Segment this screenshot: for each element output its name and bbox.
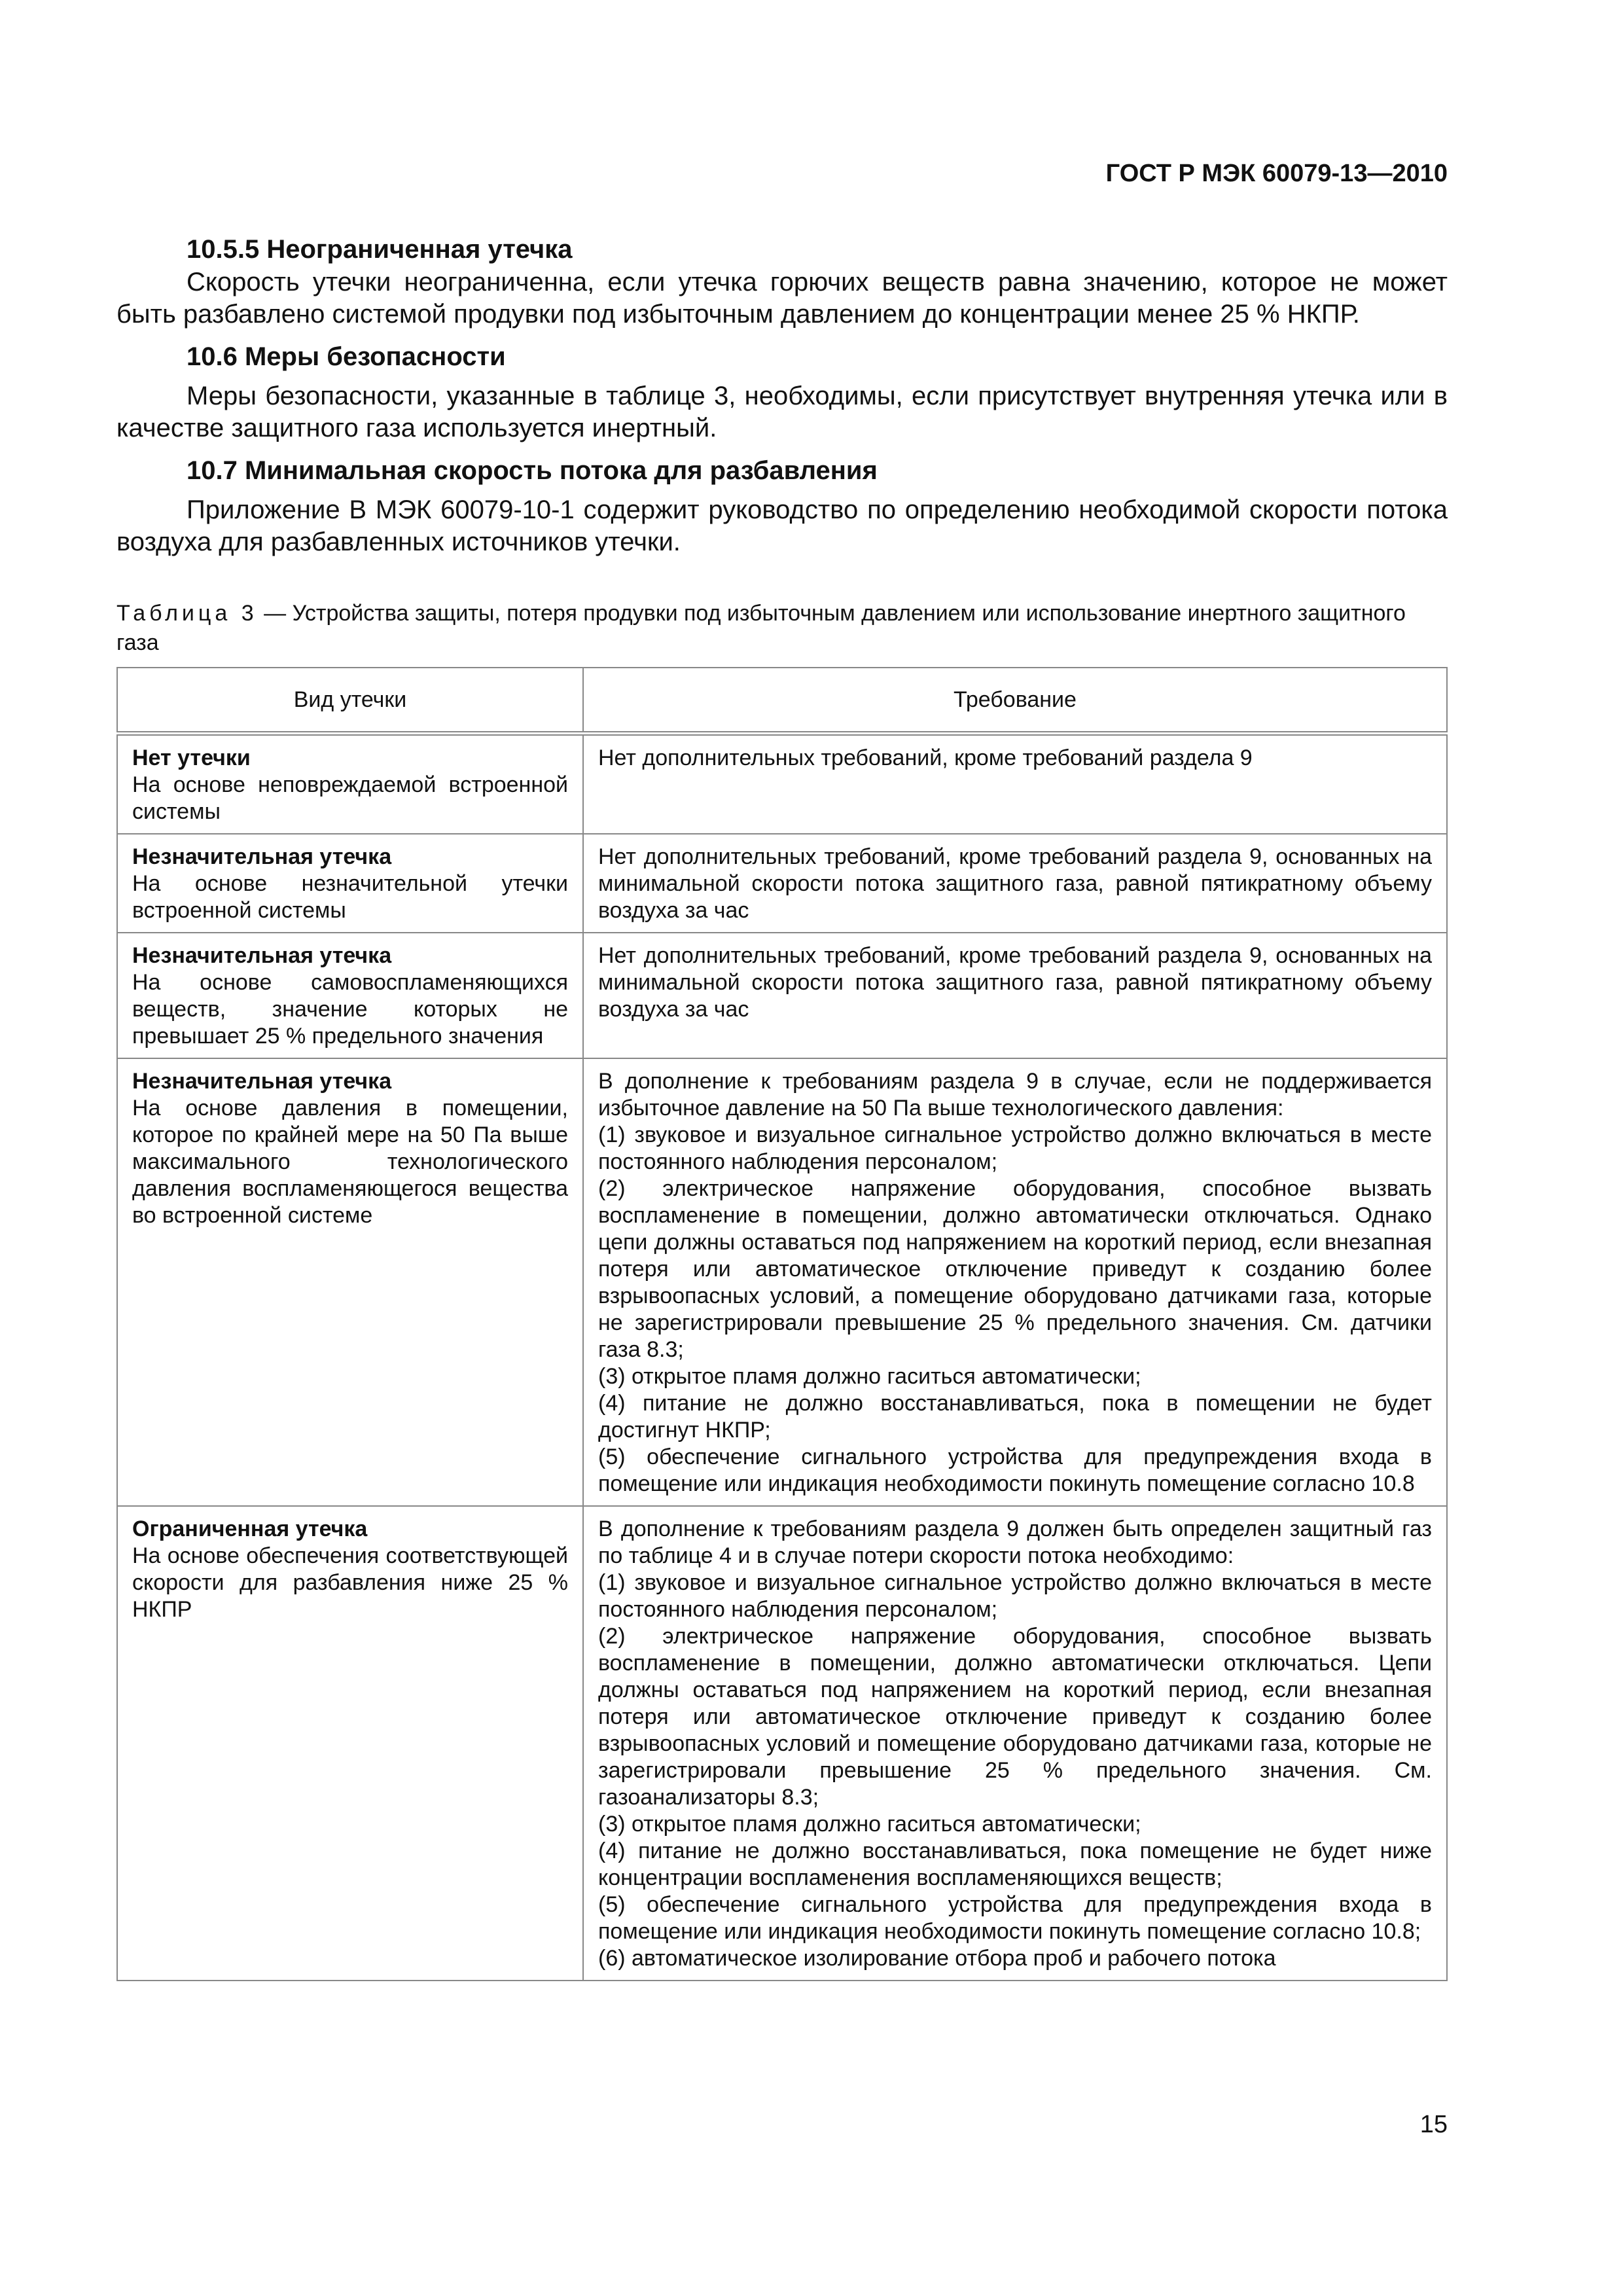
table-caption-label: Таблица 3 bbox=[116, 601, 258, 626]
column-header-leak-type: Вид утечки bbox=[117, 668, 583, 734]
requirement-line: (3) открытое пламя должно гаситься автоматически; bbox=[598, 1364, 1141, 1389]
requirement-line: (6) автоматическое изолирование отбора проб и рабочего потока bbox=[598, 1946, 1276, 1971]
section-text-10-7: Приложение В МЭК 60079-10-1 содержит руководство по определению необходимой скорости потока воздуха для разбавленных источников утечки. bbox=[116, 495, 1448, 556]
leak-type-cell bbox=[117, 1058, 583, 1506]
leak-type-title: Незначительная утечка bbox=[132, 943, 392, 968]
table-row bbox=[117, 933, 1447, 1058]
section-heading-10-6: 10.6 Меры безопасности bbox=[187, 342, 506, 371]
leak-type-description: На основе самовоспламеняющихся веществ, значение которых не превышает 25 % предельного значения bbox=[132, 970, 568, 1049]
leak-type-description: На основе незначительной утечки встроенной системы bbox=[132, 871, 568, 923]
leak-requirements-table bbox=[116, 667, 1448, 1981]
requirement-cell bbox=[583, 1058, 1447, 1506]
requirement-line: Нет дополнительных требований, кроме требований раздела 9 bbox=[598, 745, 1253, 770]
leak-type-cell bbox=[117, 734, 583, 834]
leak-type-description: На основе неповреждаемой встроенной системы bbox=[132, 772, 568, 824]
requirement-line: Нет дополнительных требований, кроме требований раздела 9, основанных на минимальной скорости потока защитного газа, равной пятикратному объему воздуха за час bbox=[598, 844, 1432, 923]
requirement-cell bbox=[583, 834, 1447, 933]
requirement-line: (1) звуковое и визуальное сигнальное устройство должно включаться в месте постоянного наблюдения персоналом; bbox=[598, 1122, 1432, 1174]
table-row bbox=[117, 734, 1447, 834]
requirement-line: (1) звуковое и визуальное сигнальное устройство должно включаться в месте постоянного наблюдения персоналом; bbox=[598, 1570, 1432, 1622]
requirement-line: (4) питание не должно восстанавливаться, пока помещение не будет ниже концентрации воспламенения воспламеняющихся веществ; bbox=[598, 1839, 1432, 1890]
leak-type-title: Незначительная утечка bbox=[132, 1069, 392, 1094]
leak-type-title: Незначительная утечка bbox=[132, 844, 392, 869]
leak-type-cell bbox=[117, 834, 583, 933]
page-number: 15 bbox=[1419, 2111, 1448, 2138]
requirement-line: (5) обеспечение сигнального устройства для предупреждения входа в помещение или индикация необходимости покинуть помещение согласно 10.8 bbox=[598, 1444, 1432, 1496]
leak-type-cell bbox=[117, 933, 583, 1058]
requirement-line: В дополнение к требованиям раздела 9 в случае, если не поддерживается избыточное давление на 50 Па выше технологического давления: bbox=[598, 1069, 1432, 1121]
section-heading-10-7: 10.7 Минимальная скорость потока для разбавления bbox=[187, 456, 878, 485]
column-header-requirement: Требование bbox=[583, 668, 1447, 734]
table-header-row bbox=[117, 668, 1447, 734]
page-content bbox=[116, 232, 1448, 1981]
requirement-line: (4) питание не должно восстанавливаться, пока в помещении не будет достигнут НКПР; bbox=[598, 1391, 1432, 1443]
table-row bbox=[117, 834, 1447, 933]
leak-type-title: Нет утечки bbox=[132, 745, 251, 770]
table-row bbox=[117, 1058, 1447, 1506]
section-text-10-5-5: Скорость утечки неограниченна, если утечка горючих веществ равна значению, которое не может быть разбавлено системой продувки под избыточным давлением до концентрации менее 25 % НКПР. bbox=[116, 268, 1448, 329]
table-caption-text: — Устройства защиты, потеря продувки под избыточным давлением или использование инертного защитного газа bbox=[116, 601, 1406, 655]
section-heading-10-5-5: 10.5.5 Неограниченная утечка bbox=[187, 235, 573, 264]
requirement-line: В дополнение к требованиям раздела 9 должен быть определен защитный газ по таблице 4 и в случае потери скорости потока необходимо: bbox=[598, 1516, 1432, 1568]
requirement-line: Нет дополнительных требований, кроме требований раздела 9, основанных на минимальной скорости потока защитного газа, равной пятикратному объему воздуха за час bbox=[598, 943, 1432, 1022]
requirement-cell bbox=[583, 933, 1447, 1058]
document-id-header: ГОСТ Р МЭК 60079-13—2010 bbox=[1105, 160, 1448, 187]
requirement-line: (2) электрическое напряжение оборудования, способное вызвать воспламенение в помещении, должно автоматически отключаться. Однако цепи должны оставаться под напряжением на короткий период, если внезапная потеря или автоматическое отключение приведут к созданию более взрывоопасных условий, а помещение оборудовано датчиками газа, которые не зарегистрировали превышение 25 % предельного значения. См. датчики газа 8.3; bbox=[598, 1176, 1432, 1362]
requirement-cell bbox=[583, 734, 1447, 834]
requirement-cell bbox=[583, 1506, 1447, 1981]
table-row bbox=[117, 1506, 1447, 1981]
requirement-line: (3) открытое пламя должно гаситься автоматически; bbox=[598, 1812, 1141, 1837]
section-text-10-6: Меры безопасности, указанные в таблице 3, необходимы, если присутствует внутренняя утечка или в качестве защитного газа используется инертный. bbox=[116, 382, 1448, 442]
leak-type-description: На основе обеспечения соответствующей скорости для разбавления ниже 25 % НКПР bbox=[132, 1543, 568, 1622]
table-caption bbox=[116, 599, 1448, 658]
leak-type-description: На основе давления в помещении, которое по крайней мере на 50 Па выше максимального технологического давления воспламеняющегося вещества во встроенной системе bbox=[132, 1096, 568, 1228]
leak-type-title: Ограниченная утечка bbox=[132, 1516, 368, 1541]
leak-type-cell bbox=[117, 1506, 583, 1981]
requirement-line: (5) обеспечение сигнального устройства для предупреждения входа в помещение или индикация необходимости покинуть помещение согласно 10.8; bbox=[598, 1892, 1432, 1944]
requirement-line: (2) электрическое напряжение оборудования, способное вызвать воспламенение в помещении, должно автоматически отключаться. Цепи должны оставаться под напряжением на короткий период, если внезапная потеря или автоматическое отключение приведут к созданию более взрывоопасных условий и помещение оборудовано датчиками газа, которые не зарегистрировали превышение 25 % предельного значения. См. газоанализаторы 8.3; bbox=[598, 1624, 1432, 1810]
